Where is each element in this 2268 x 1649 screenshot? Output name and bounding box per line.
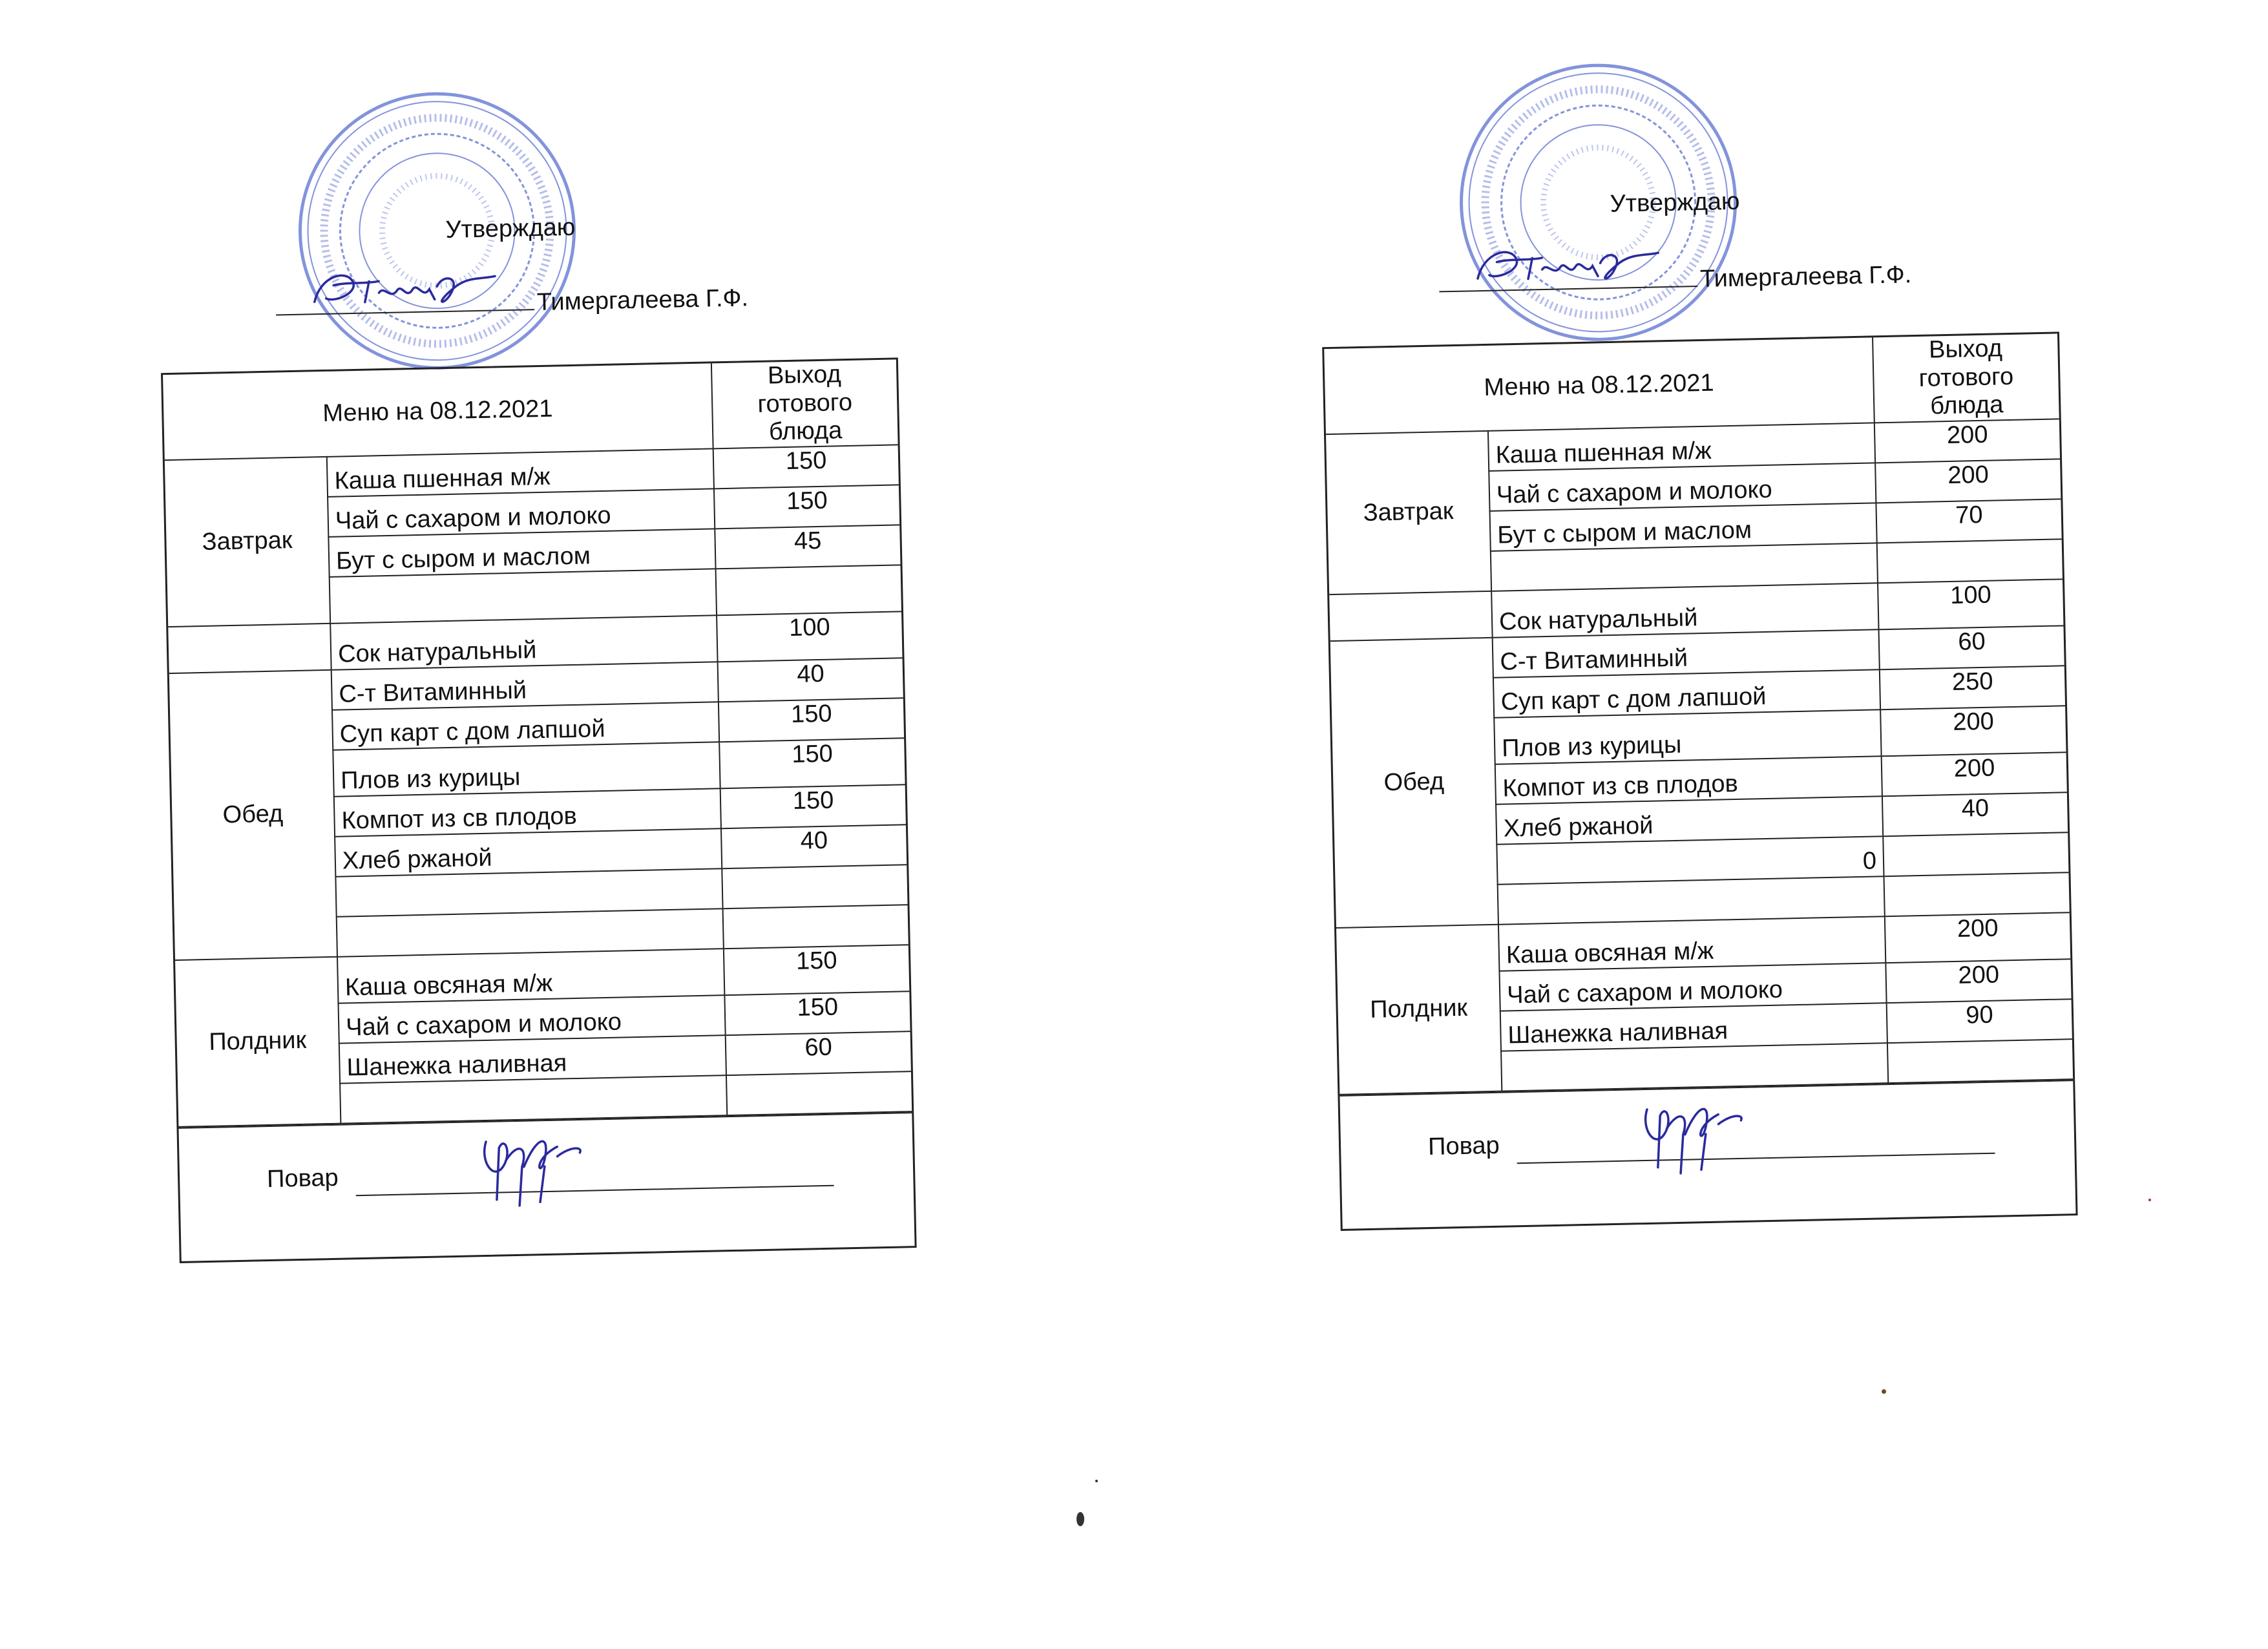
menu-sheet-left [140, 0, 943, 1300]
approver-signature-row [275, 266, 748, 315]
output-header-line: блюда [1929, 391, 2004, 420]
dish-cell: Каша овсяная м/ж [337, 949, 724, 1003]
qty-cell [716, 565, 901, 615]
scan-speck [1882, 1389, 1886, 1394]
signature-line [1438, 247, 1697, 292]
meal-label-empty [1329, 591, 1492, 641]
meal-label-snack: Полдник [175, 957, 341, 1127]
qty-cell: 200 [1874, 419, 2060, 463]
qty-cell: 45 [715, 525, 900, 569]
dish-cell: Хлеб ржаной [335, 828, 722, 877]
cook-signature [1627, 1087, 1758, 1181]
approver-name: Тимергалеева Г.Ф. [536, 284, 749, 317]
qty-cell [1883, 832, 2068, 876]
dish-cell: Суп карт с дом лапшой [1493, 669, 1880, 718]
output-header-line: Выход [1928, 335, 2003, 364]
dish-cell: Плов из курицы [333, 742, 720, 797]
meal-label-empty [168, 624, 331, 673]
scan-speck [2148, 1199, 2151, 1201]
dish-cell: 0 [1496, 836, 1884, 885]
dish-cell: Чай с сахаром и молоко [328, 488, 715, 537]
dish-cell: Каша овсяная м/ж [1498, 916, 1885, 971]
dish-cell: Каша пшенная м/ж [1488, 423, 1875, 471]
qty-cell [1884, 872, 2070, 916]
qty-cell: 100 [1878, 579, 2063, 629]
output-header-line: Выход [767, 361, 842, 390]
dish-cell [330, 569, 717, 624]
cook-label: Повар [266, 1164, 339, 1193]
qty-cell [722, 865, 907, 909]
menu-table [1324, 333, 2073, 1095]
menu-table-box [161, 357, 917, 1263]
qty-cell: 70 [1876, 499, 2061, 543]
qty-cell [723, 905, 908, 949]
dish-cell [1501, 1043, 1888, 1091]
director-signature [308, 259, 503, 315]
output-header-line: готового [1918, 362, 2014, 392]
qty-cell: 200 [1875, 459, 2061, 503]
dish-cell: Компот из св плодов [1495, 756, 1882, 804]
dish-cell: Бут с сыром и маслом [1490, 503, 1877, 551]
qty-cell: 90 [1887, 999, 2072, 1043]
cook-signature-block [1339, 1080, 2075, 1229]
cook-label: Повар [1427, 1131, 1500, 1161]
dish-cell: Бут с сыром и маслом [328, 529, 715, 577]
dish-cell: Хлеб ржаной [1496, 796, 1883, 845]
dish-cell: Чай с сахаром и молоко [1489, 463, 1876, 511]
approve-label: Утверждаю [1610, 187, 1740, 218]
meal-label-breakfast: Завтрак [1326, 431, 1491, 594]
qty-cell: 40 [718, 658, 903, 702]
dish-cell: Каша пшенная м/ж [327, 448, 714, 497]
qty-cell [1877, 539, 2063, 583]
meal-label-lunch: Обед [1330, 638, 1498, 928]
menu-table [163, 359, 912, 1128]
qty-cell: 60 [726, 1031, 911, 1075]
qty-cell: 200 [1882, 752, 2067, 796]
dish-cell: Шанежка наливная [1500, 1003, 1887, 1051]
meal-label-lunch: Обед [169, 670, 337, 960]
cook-signature-block [178, 1112, 914, 1261]
menu-title: Меню на 08.12.2021 [1324, 337, 1874, 434]
qty-cell: 250 [1880, 666, 2065, 709]
qty-cell [1887, 1039, 2073, 1083]
menu-sheet-right [1302, 0, 2105, 1300]
approve-label: Утверждаю [445, 213, 576, 244]
dish-cell: Чай с сахаром и молоко [1499, 963, 1886, 1011]
header-row [163, 359, 898, 460]
qty-cell: 40 [721, 824, 907, 868]
dish-cell: Сок натуральный [330, 615, 717, 670]
menu-table-box [1322, 331, 2077, 1231]
qty-cell: 150 [720, 784, 906, 828]
cook-signature [466, 1120, 597, 1213]
qty-cell: 60 [1879, 625, 2064, 669]
qty-cell: 100 [717, 611, 902, 662]
qty-cell: 150 [713, 445, 899, 488]
qty-cell: 150 [724, 945, 909, 995]
menu-title: Меню на 08.12.2021 [163, 363, 713, 460]
dish-cell: С-т Витаминный [331, 662, 719, 710]
qty-cell: 150 [724, 991, 910, 1035]
qty-cell: 150 [714, 485, 899, 529]
output-header-line: готового [757, 388, 853, 418]
qty-cell: 40 [1882, 792, 2068, 836]
dish-cell: Суп карт с дом лапшой [332, 702, 719, 750]
qty-cell: 200 [1880, 706, 2066, 756]
output-header-line: блюда [768, 417, 843, 446]
output-header [1873, 333, 2059, 423]
approver-signature-row [1438, 242, 1911, 292]
meal-label-snack: Полдник [1336, 925, 1502, 1095]
signature-line [275, 270, 534, 315]
director-signature [1471, 236, 1666, 291]
qty-cell: 150 [719, 698, 904, 742]
meal-label-breakfast: Завтрак [165, 457, 330, 627]
dish-cell: Шанежка наливная [339, 1035, 726, 1084]
qty-cell: 200 [1885, 912, 2070, 963]
scan-speck [1095, 1480, 1098, 1482]
qty-cell: 200 [1885, 959, 2071, 1003]
qty-cell: 150 [719, 738, 905, 788]
dish-cell: Плов из курицы [1494, 709, 1881, 764]
approver-name: Тимергалеева Г.Ф. [1699, 261, 1912, 293]
dish-cell: Сок натуральный [1491, 583, 1878, 638]
scan-speck [1076, 1512, 1084, 1526]
header-row [1324, 333, 2059, 434]
dish-cell [340, 1075, 727, 1124]
dish-cell: С-т Витаминный [1493, 629, 1880, 678]
qty-cell [726, 1071, 912, 1115]
dish-cell: Компот из св плодов [334, 788, 721, 837]
output-header [711, 359, 898, 448]
dish-cell: Чай с сахаром и молоко [339, 995, 726, 1044]
